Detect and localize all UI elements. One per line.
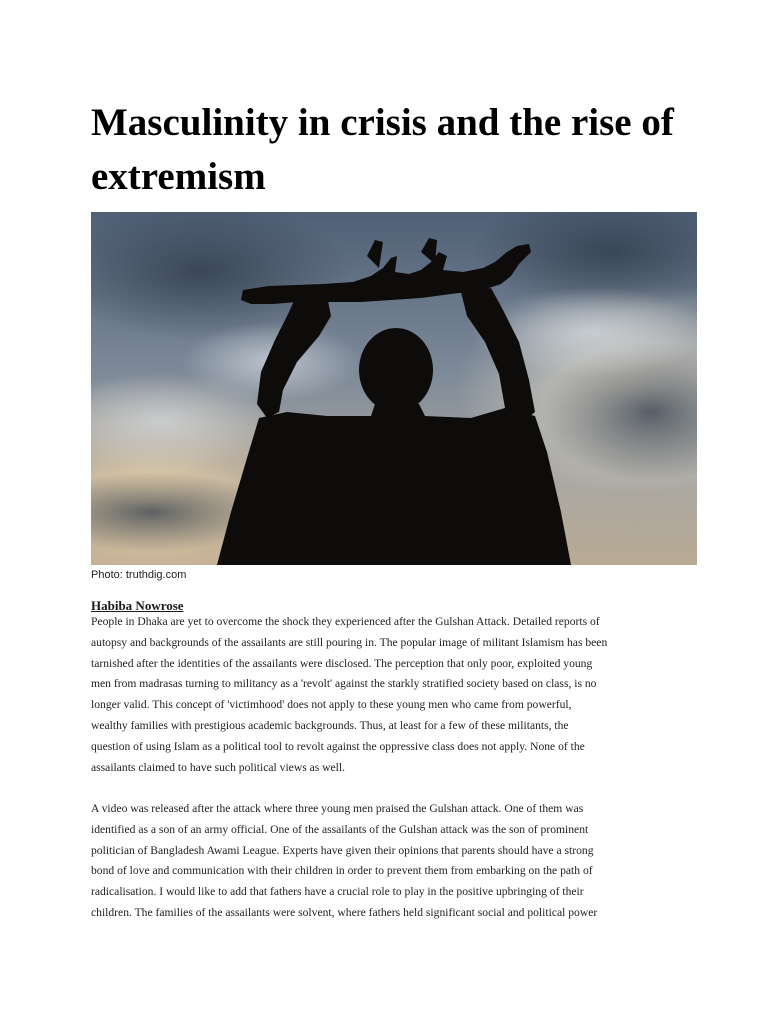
article-photo (91, 212, 697, 565)
paragraph-line: A video was released after the attack where three young men praised the Gulshan attack. One of them was (91, 802, 584, 815)
paragraph-line: tarnished after the identities of the assailants were disclosed. The perception that only poor, exploited young (91, 656, 593, 670)
paragraph-line: People in Dhaka are yet to overcome the shock they experienced after the Gulshan Attack. Detailed reports of (91, 615, 600, 628)
paragraph-line: bond of love and communication with their children in order to prevent them from embarking on the path of (91, 864, 593, 878)
author-name: Habiba Nowrose (91, 598, 184, 613)
paragraph-line: politician of Bangladesh Awami League. Experts have given their opinions that parents should have a strong (91, 843, 594, 857)
paragraph-line: autopsy and backgrounds of the assailants are still pouring in. The popular image of militant Islamism has been (91, 635, 608, 649)
paragraph-line: radicalisation. I would like to add that fathers have a crucial role to play in the positive upbringing of their (91, 885, 584, 899)
paragraph-line: question of using Islam as a political tool to revolt against the oppressive class does not apply. None of the (91, 739, 585, 753)
paragraph-line: longer valid. This concept of 'victimhood' does not apply to these young men who came from powerful, (91, 698, 572, 712)
paragraph-line: identified as a son of an army official. One of the assailants of the Gulshan attack was the son of prominent (91, 822, 589, 836)
paragraph-line: wealthy families with prestigious academic backgrounds. Thus, at least for a few of these militants, the (91, 718, 569, 732)
article-paragraph (91, 799, 691, 924)
paragraph-line: children. The families of the assailants were solvent, where fathers held significant social and political power (91, 905, 598, 919)
paragraph-line: men from madrasas turning to militancy as a 'revolt' against the starkly stratified society based on class, is no (91, 677, 597, 691)
silhouette-photo-illustration (91, 212, 697, 565)
article-title: Masculinity in crisis and the rise of extremism (91, 101, 674, 198)
photo-caption: Photo: truthdig.com (91, 569, 187, 581)
article-paragraph (91, 612, 691, 778)
paragraph-line: assailants claimed to have such political views as well. (91, 760, 346, 774)
